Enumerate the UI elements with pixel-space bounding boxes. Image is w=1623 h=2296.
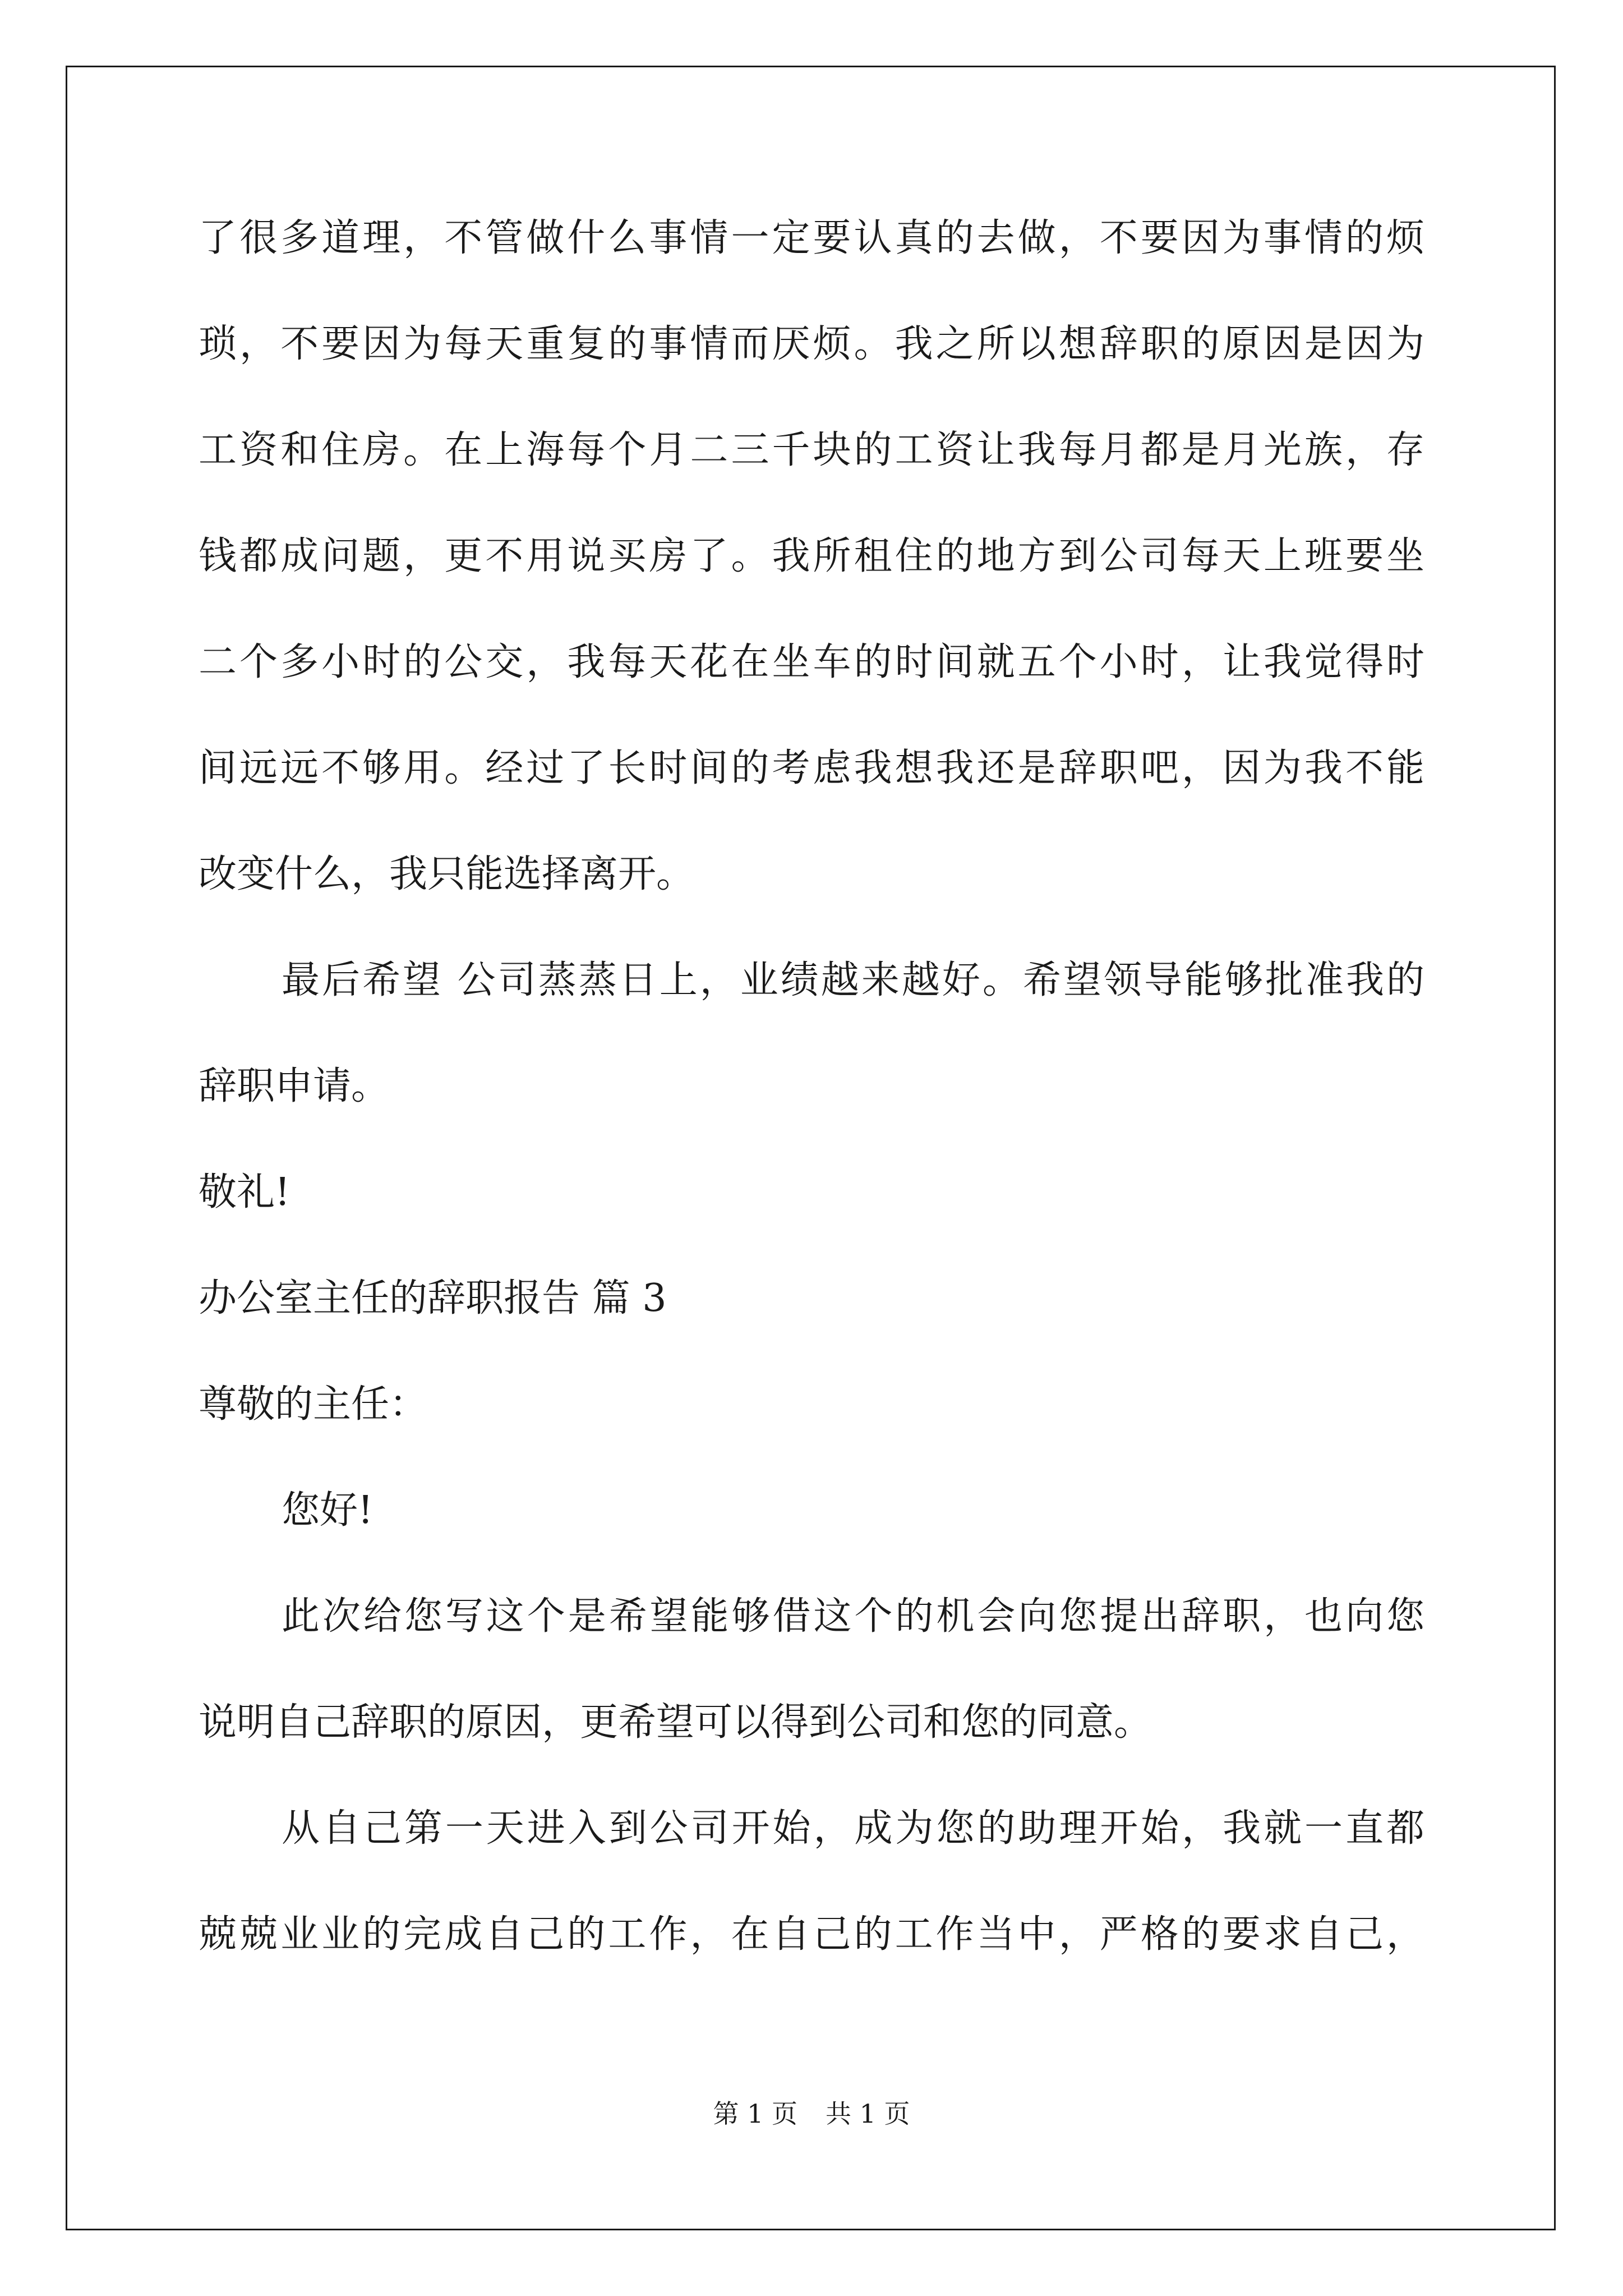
closing-salutation: 敬礼!: [199, 1170, 291, 1214]
paragraph-line: 琐，不要因为每天重复的事情而厌烦。我之所以想辞职的原因是因为: [199, 322, 1424, 366]
paragraph-line: 从自己第一天进入到公司开始，成为您的助理开始，我就一直都: [282, 1806, 1424, 1851]
paragraph-line: 间远远不够用。经过了长时间的考虑我想我还是辞职吧，因为我不能: [199, 746, 1424, 790]
section-heading: 办公室主任的辞职报告 篇 3: [199, 1276, 667, 1320]
paragraph-line: 工资和住房。在上海每个月二三千块的工资让我每月都是月光族，存: [199, 428, 1424, 472]
paragraph-line: 最后希望 公司蒸蒸日上，业绩越来越好。希望领导能够批准我的: [282, 958, 1424, 1002]
paragraph-line: 二个多小时的公交，我每天花在坐车的时间就五个小时，让我觉得时: [199, 640, 1424, 684]
greeting: 您好!: [282, 1488, 374, 1533]
paragraph-line: 了很多道理，不管做什么事情一定要认真的去做，不要因为事情的烦: [199, 216, 1424, 260]
paragraph-line: 此次给您写这个是希望能够借这个的机会向您提出辞职，也向您: [282, 1594, 1424, 1639]
paragraph-line: 辞职申请。: [199, 1064, 390, 1108]
letter-salutation: 尊敬的主任：: [199, 1382, 428, 1427]
paragraph-line: 兢兢业业的完成自己的工作，在自己的工作当中，严格的要求自己，: [199, 1912, 1424, 1957]
page-footer: [0, 2097, 1623, 2131]
page-number-current: 第 1 页: [713, 2099, 797, 2129]
paragraph-line: 说明自己辞职的原因，更希望可以得到公司和您的同意。: [199, 1700, 1152, 1745]
paragraph-line: 钱都成问题，更不用说买房了。我所租住的地方到公司每天上班要坐: [199, 534, 1424, 578]
page-border: [66, 66, 1556, 2230]
paragraph-line: 改变什么，我只能选择离开。: [199, 852, 695, 896]
page-number-total: 共 1 页: [826, 2099, 910, 2129]
